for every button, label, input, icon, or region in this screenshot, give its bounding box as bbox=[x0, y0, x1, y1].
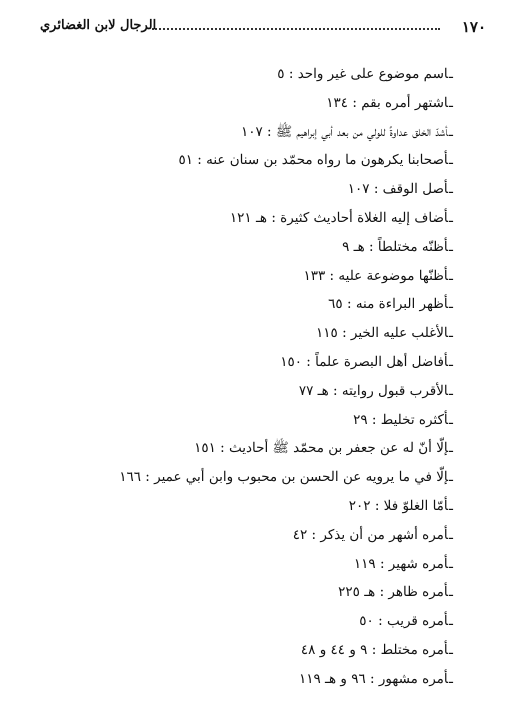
entry-bullet: ـ bbox=[449, 152, 453, 169]
entry-bullet: ـ bbox=[449, 94, 453, 111]
index-entry bbox=[93, 348, 453, 377]
index-entry bbox=[93, 550, 453, 579]
index-entry bbox=[93, 146, 453, 175]
entry-bullet: ـ bbox=[449, 555, 453, 572]
index-entry bbox=[93, 463, 453, 492]
entry-text: أمره شهير : ١١٩ bbox=[353, 555, 449, 572]
entry-text: أمره قريب : ٥٠ bbox=[359, 613, 449, 630]
entry-text: أفاضل أهل البصرة علماً : ١٥٠ bbox=[280, 353, 449, 370]
index-entry bbox=[93, 204, 453, 233]
header-dotted-leader bbox=[152, 28, 440, 30]
entry-bullet: ـ bbox=[449, 670, 453, 687]
index-entry bbox=[93, 406, 453, 435]
entry-text: أمره ظاهر : هـ ٢٢٥ bbox=[338, 584, 449, 601]
entry-text: أصل الوقف : ١٠٧ bbox=[347, 181, 449, 198]
index-entry bbox=[93, 636, 453, 665]
index-entry bbox=[93, 377, 453, 406]
entry-bullet: ـ bbox=[449, 411, 453, 428]
entry-text: إلّا في ما يرويه عن الحسن بن محبوب وابن أبي عمير : ١٦٦ bbox=[119, 469, 449, 486]
entry-text: اسم موضوع على غير واحد : ٥ bbox=[277, 66, 449, 82]
entry-text: اشتهر أمره بقم : ١٣٤ bbox=[326, 94, 449, 111]
entry-bullet: ـ bbox=[449, 238, 453, 255]
entry-bullet: ـ bbox=[449, 382, 453, 399]
index-entry bbox=[93, 290, 453, 319]
entry-bullet: ـ bbox=[449, 66, 453, 82]
entry-text: إلّا أنّ له عن جعفر بن محمّد ﷺ أحاديث : ١٥١ bbox=[194, 440, 449, 457]
index-entry bbox=[93, 578, 453, 607]
index-entry bbox=[93, 521, 453, 550]
index-entry bbox=[93, 233, 453, 262]
entry-text: أصحابنا يكرهون ما رواه محمّد بن سنان عنه : ٥١ bbox=[178, 152, 449, 169]
page-header bbox=[40, 18, 486, 42]
entry-text: أضاف إليه الغلاة أحاديث كثيرة : هـ ١٢١ bbox=[229, 209, 449, 226]
index-entry-list bbox=[93, 60, 453, 694]
entry-text: أمره مشهور : ٩٦ و هـ ١١٩ bbox=[299, 670, 449, 687]
entry-bullet: ـ bbox=[449, 641, 453, 658]
index-entry bbox=[93, 319, 453, 348]
entry-text: الأغلب عليه الخير : ١١٥ bbox=[316, 325, 449, 342]
entry-text: أظنّها موضوعة عليه : ١٣٣ bbox=[303, 267, 449, 284]
entry-text: الأقرب قبول روايته : هـ ٧٧ bbox=[298, 382, 449, 399]
running-title: الرجال لابن الغضائري bbox=[40, 18, 157, 33]
index-entry bbox=[93, 607, 453, 636]
index-entry bbox=[93, 665, 453, 694]
entry-text: أكثره تخليط : ٢٩ bbox=[353, 411, 449, 428]
entry-bullet: ـ bbox=[449, 469, 453, 486]
index-entry bbox=[93, 262, 453, 291]
entry-bullet: ـ bbox=[449, 613, 453, 630]
entry-bullet: ـ bbox=[449, 526, 453, 543]
entry-bullet: ـ bbox=[449, 497, 453, 514]
index-entry bbox=[93, 175, 453, 204]
entry-text: أمره أشهر من أن يذكر : ٤٢ bbox=[292, 526, 449, 543]
index-entry bbox=[93, 492, 453, 521]
entry-text: أمّا الغلوّ فلا : ٢٠٢ bbox=[348, 497, 449, 514]
entry-bullet: ـ bbox=[449, 325, 453, 342]
index-entry bbox=[93, 60, 453, 89]
index-entry bbox=[93, 89, 453, 118]
entry-bullet: ـ bbox=[449, 296, 453, 313]
entry-bullet: ـ bbox=[449, 440, 453, 457]
entry-text: أظنّه مختلطاً : هـ ٩ bbox=[342, 238, 449, 255]
page-number: ١٧٠ bbox=[461, 18, 486, 36]
entry-text: أمره مختلط : ٩ و ٤٤ و ٤٨ bbox=[300, 641, 449, 658]
entry-bullet: ـ bbox=[449, 267, 453, 284]
index-entry bbox=[93, 118, 453, 147]
entry-bullet: ـ bbox=[449, 209, 453, 226]
index-entry bbox=[93, 434, 453, 463]
entry-text: أشدّ الخلق عداوةً للولي من بعد أبي إبراهيم ﷺ : ١٠٧ bbox=[240, 123, 449, 140]
entry-bullet: ـ bbox=[449, 584, 453, 601]
entry-bullet: ـ bbox=[449, 353, 453, 370]
entry-bullet: ـ bbox=[449, 181, 453, 198]
entry-text: أظهر البراءة منه : ٦٥ bbox=[328, 296, 449, 313]
entry-bullet: ـ bbox=[449, 123, 453, 140]
